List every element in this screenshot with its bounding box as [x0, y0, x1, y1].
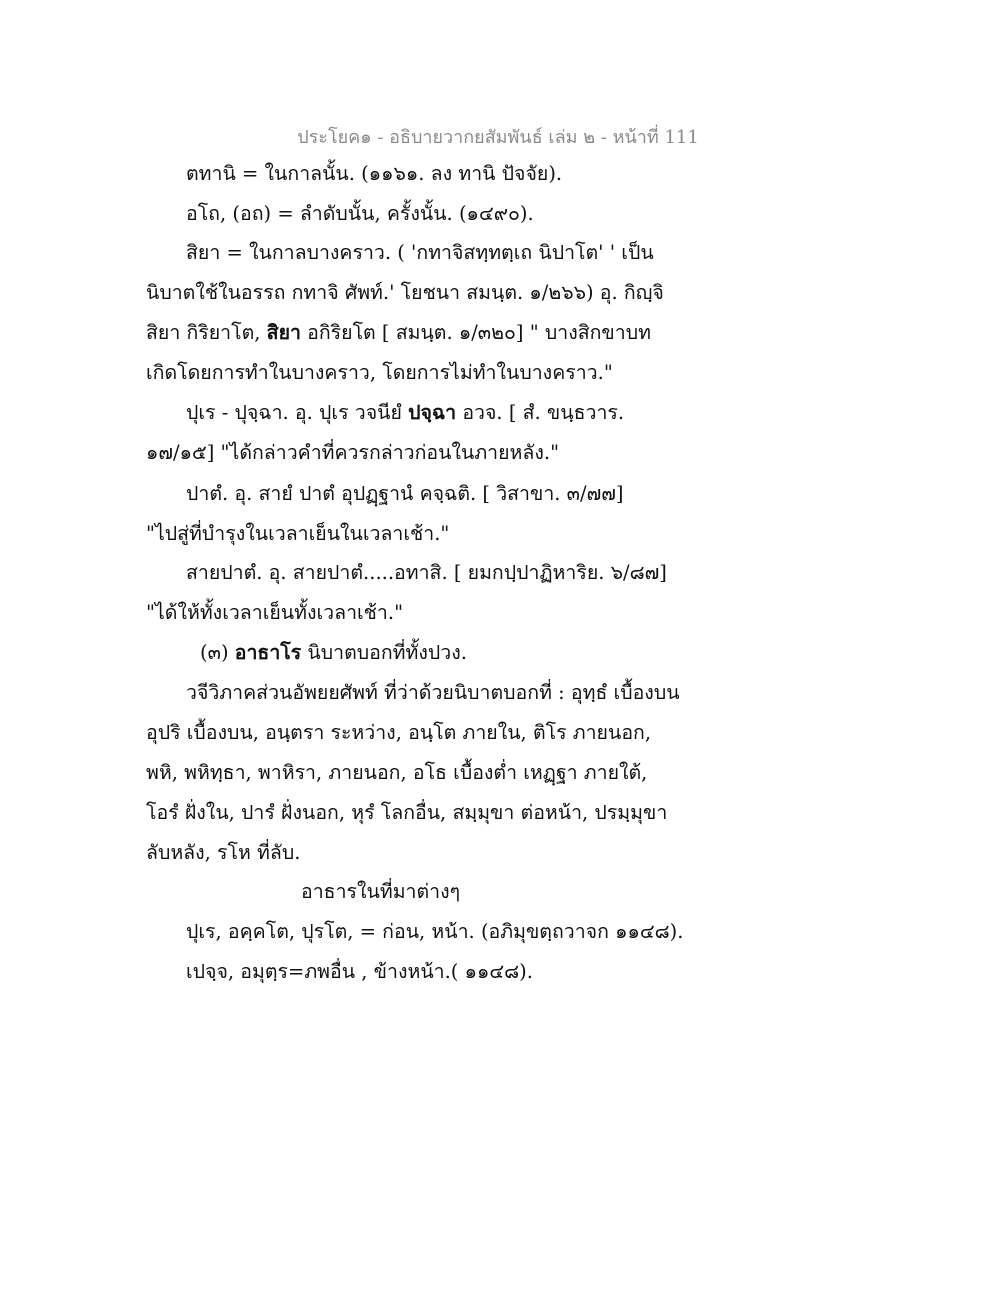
text-line: โอรํ ฝั่งใน, ปารํ ฝั่งนอก, หุรํ โลกอื่น, สมฺมุขา ต่อหน้า, ปรมฺมุขา [146, 801, 668, 824]
text-line: ๑๗/๑๕] "ได้กล่าวคำที่ควรกล่าวก่อนในภายหลัง." [146, 441, 560, 464]
text-line: อุปริ เบื้องบน, อนฺตรา ระหว่าง, อนฺโต ภายใน, ติโร ภายนอก, [146, 721, 652, 744]
bold-term: อาธาโร [234, 641, 302, 664]
text-line: ลับหลัง, รโห ที่ลับ. [146, 841, 301, 864]
section-heading: (๓) อาธาโร นิบาตบอกที่ทั้งปวง. [200, 641, 467, 664]
subheading: อาธารในที่มาต่างๆ [301, 880, 461, 903]
text-line: ปุเร, อคฺคโต, ปุรโต, = ก่อน, หน้า. (อภิมุขตฺถวาจก ๑๑๔๘). [186, 920, 684, 943]
page-header: ประโยค๑ - อธิบายวากยสัมพันธ์ เล่ม ๒ - หน้าที่ 111 [297, 127, 699, 148]
bold-term: ปจฺฉา [408, 401, 457, 424]
text-line: สิยา กิริยาโต, สิยา อกิริยโต [ สมนฺต. ๑/๓๒๐] " บางสิกขาบท [146, 321, 651, 344]
text-line: นิบาตใช้ในอรรถ กทาจิ ศัพท์.' โยชนา สมนฺต. ๑/๒๖๖) อุ. กิญฺจิ [146, 281, 664, 304]
text-line: "ไปสู่ที่บำรุงในเวลาเย็นในเวลาเช้า." [146, 522, 450, 545]
text-line: สายปาตํ. อุ. สายปาตํ.....อทาสิ. [ ยมกปฺปาฏิหาริย. ๖/๘๗] [186, 561, 667, 584]
text-line: ปุเร - ปุจฺฉา. อุ. ปุเร วจนียํ ปจฺฉา อวจ. [ สํ. ขนฺธวาร. [186, 401, 625, 424]
text-line: วจีวิภาคส่วนอัพยยศัพท์ ที่ว่าด้วยนิบาตบอกที่ : อุทฺธํ เบื้องบน [186, 681, 680, 704]
text-line: เปจฺจ, อมุตฺร=ภพอื่น , ข้างหน้า.( ๑๑๔๘). [186, 960, 533, 983]
text-line: ตทานิ = ในกาลนั้น. (๑๑๖๑. ลง ทานิ ปัจจัย). [186, 162, 563, 185]
text-line: อโถ, (อถ) = ลำดับนั้น, ครั้งนั้น. (๑๔๙๐). [186, 202, 534, 225]
text-line: พหิ, พหิทฺธา, พาหิรา, ภายนอก, อโธ เบื้องต่ำ เหฏฺฐา ภายใต้, [146, 761, 648, 784]
text-line: ปาตํ. อุ. สายํ ปาตํ อุปฏฺฐานํ คจฺฉติ. [ วิสาขา. ๓/๗๗] [186, 482, 624, 505]
text-line: สิยา = ในกาลบางคราว. ( 'กทาจิสทฺทตฺเถ นิปาโต' ' เป็น [186, 241, 654, 264]
bold-term: สิยา [266, 321, 301, 344]
text-line: "ได้ให้ทั้งเวลาเย็นทั้งเวลาเช้า." [146, 601, 404, 624]
text-line: เกิดโดยการทำในบางคราว, โดยการไม่ทำในบางคราว." [146, 361, 613, 384]
